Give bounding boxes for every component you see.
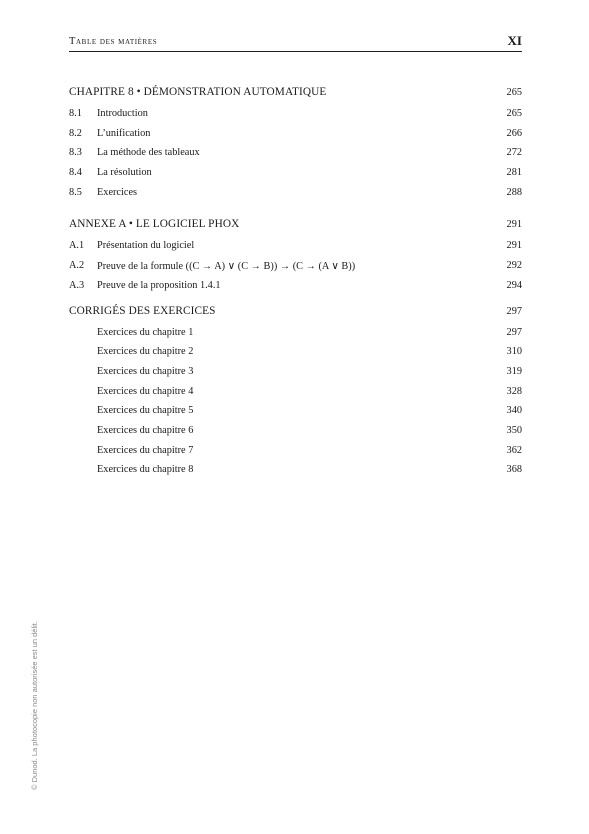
toc-entry[interactable] [69,461,522,481]
toc-entry[interactable] [69,105,522,125]
entry-page: 294 [506,279,522,291]
entry-title: Exercices du chapitre 2 [97,346,194,358]
entry-title: Preuve de la formule ((C → A) ∨ (C → B)) → (C → (A ∨ B)) [97,261,356,273]
toc-entry[interactable] [69,402,522,422]
entry-number: 8.1 [69,108,82,119]
entry-title: Exercices du chapitre 7 [97,444,194,456]
entry-page: 265 [506,108,522,119]
entry-page: 266 [506,127,522,139]
copyright-sidenote: © Dunod. La photocopie non autorisée est un délit. [30,621,39,790]
entry-page: 288 [506,186,522,198]
toc-entry[interactable] [69,442,522,462]
toc-entry[interactable] [69,237,522,257]
toc-chapter-heading[interactable] [69,216,522,237]
entry-number: 8.2 [69,127,82,139]
chapter-title: ANNEXE A • LE LOGICIEL PHOX [69,218,240,231]
entry-page: 272 [506,147,522,159]
entry-page: 368 [506,464,522,476]
running-title: Table des matières [69,36,158,47]
entry-number: 8.4 [69,167,82,179]
entry-title: Exercices du chapitre 3 [97,365,194,377]
entry-page: 310 [506,346,522,358]
entry-page: 291 [506,240,522,252]
entry-number: A.1 [69,240,85,252]
entry-page: 362 [506,444,522,456]
entry-page: 350 [506,424,522,436]
toc-entry[interactable] [69,125,522,145]
entry-title: Exercices du chapitre 8 [97,464,194,476]
entry-number: A.3 [69,279,85,291]
entry-number: 8.3 [69,147,82,159]
toc-entry[interactable] [69,144,522,164]
toc-chapter-heading[interactable] [69,303,522,324]
entry-page: 292 [506,260,522,272]
entry-page: 340 [506,405,522,417]
running-head [69,35,522,52]
toc-entry[interactable] [69,383,522,403]
entry-number: A.2 [69,260,85,272]
page-number: XI [507,33,522,48]
toc-entry[interactable] [69,343,522,363]
table-of-contents [69,84,522,481]
entry-title: Introduction [97,108,148,119]
entry-title: Exercices du chapitre 5 [97,405,194,417]
chapter-title: CHAPITRE 8 • DÉMONSTRATION AUTOMATIQUE [69,86,327,98]
entry-page: 281 [506,167,522,179]
entry-number: 8.5 [69,186,82,198]
entry-page: 328 [506,385,522,397]
toc-entry[interactable] [69,164,522,184]
toc-entry[interactable] [69,184,522,204]
toc-entry[interactable] [69,277,522,297]
entry-page: 319 [506,365,522,377]
toc-chapter-heading[interactable] [69,84,522,105]
chapter-title: CORRIGÉS DES EXERCICES [69,304,216,317]
toc-entry[interactable] [69,257,522,277]
entry-page: 297 [506,326,522,338]
entry-title: Présentation du logiciel [97,240,195,252]
entry-title: Exercices [97,186,138,198]
entry-title: Preuve de la proposition 1.4.1 [97,279,221,291]
toc-entry[interactable] [69,422,522,442]
toc-entry[interactable] [69,363,522,383]
section-gap [69,203,522,216]
chapter-page: 297 [506,305,522,317]
entry-title: Exercices du chapitre 1 [97,326,194,338]
entry-title: La résolution [97,167,152,179]
entry-title: Exercices du chapitre 4 [97,385,194,397]
chapter-page: 291 [506,219,522,231]
toc-entry[interactable] [69,324,522,344]
entry-title: La méthode des tableaux [97,147,200,159]
chapter-page: 265 [506,87,522,98]
entry-title: Exercices du chapitre 6 [97,424,194,436]
entry-title: L’unification [97,127,151,139]
